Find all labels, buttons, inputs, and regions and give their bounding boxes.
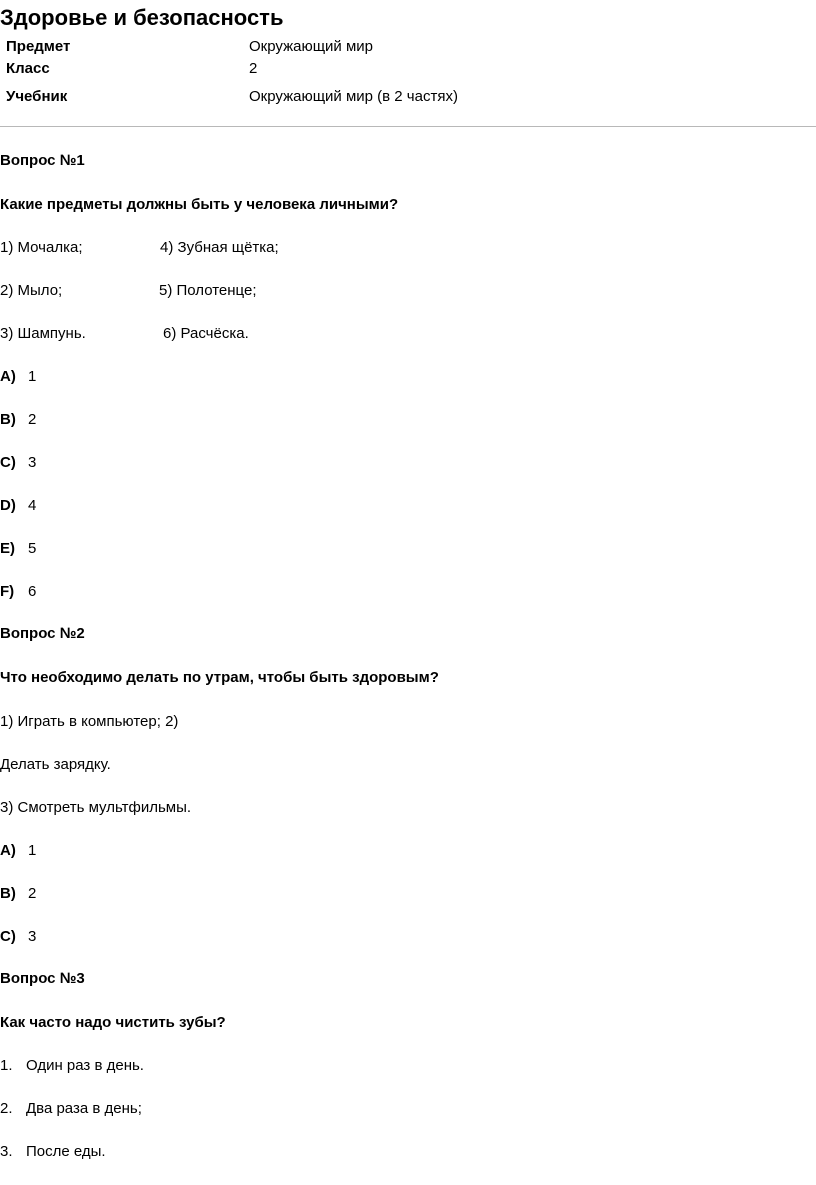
question-3-text: Как часто надо чистить зубы? — [0, 1014, 226, 1031]
answer-value: 1 — [28, 368, 37, 385]
answer-key: B) — [0, 885, 16, 902]
question-2-text: Что необходимо делать по утрам, чтобы быть здоровым? — [0, 669, 439, 686]
question-1-line-2-right: 5) Полотенце; — [159, 282, 257, 299]
answer-option[interactable] — [0, 453, 36, 473]
answer-value: 4 — [28, 497, 37, 514]
option-text: Один раз в день. — [26, 1057, 144, 1074]
answer-key: A) — [0, 368, 16, 385]
answer-key: F) — [0, 583, 15, 600]
question-2-line-1: 1) Играть в компьютер; 2) — [0, 713, 179, 730]
answer-option[interactable] — [0, 841, 36, 861]
question-1-line-3-left: 3) Шампунь. — [0, 325, 86, 342]
answer-value: 3 — [28, 928, 37, 945]
answer-value: 3 — [28, 454, 37, 471]
meta-label-textbook: Учебник — [6, 88, 68, 105]
header-divider — [0, 126, 816, 127]
option-text: После еды. — [26, 1143, 106, 1160]
option-number: 2. — [0, 1100, 13, 1117]
meta-value-textbook: Окружающий мир (в 2 частях) — [249, 88, 458, 105]
question-3-heading: Вопрос №3 — [0, 970, 85, 987]
answer-option[interactable] — [0, 927, 36, 947]
question-1-line-1-right: 4) Зубная щётка; — [160, 239, 279, 256]
answer-option[interactable] — [0, 539, 36, 559]
answer-option[interactable] — [0, 496, 36, 516]
answer-option[interactable] — [0, 582, 36, 602]
answer-key: C) — [0, 454, 16, 471]
question-3-option[interactable] — [0, 1099, 142, 1119]
question-1-text: Какие предметы должны быть у человека личными? — [0, 196, 399, 213]
answer-key: B) — [0, 411, 16, 428]
answer-value: 1 — [28, 842, 37, 859]
answer-key: E) — [0, 540, 15, 557]
answer-value: 2 — [28, 885, 37, 902]
option-number: 3. — [0, 1143, 13, 1160]
question-2-line-3: 3) Смотреть мультфильмы. — [0, 799, 192, 816]
meta-value-grade: 2 — [249, 60, 258, 77]
question-1-line-3-right: 6) Расчёска. — [163, 325, 249, 342]
question-2-line-2: Делать зарядку. — [0, 756, 111, 773]
answer-value: 6 — [28, 583, 37, 600]
answer-key: C) — [0, 928, 16, 945]
question-1-line-2-left: 2) Мыло; — [0, 282, 63, 299]
answer-option[interactable] — [0, 884, 36, 904]
meta-value-subject: Окружающий мир — [249, 38, 373, 55]
answer-key: D) — [0, 497, 16, 514]
answer-key: A) — [0, 842, 16, 859]
option-number: 1. — [0, 1057, 13, 1074]
meta-label-grade: Класс — [6, 60, 50, 77]
page-title: Здоровье и безопасность — [0, 5, 284, 30]
answer-option[interactable] — [0, 367, 36, 387]
question-3-option[interactable] — [0, 1056, 144, 1076]
question-3-option[interactable] — [0, 1142, 106, 1162]
answer-option[interactable] — [0, 410, 36, 430]
answer-value: 5 — [28, 540, 37, 557]
question-1-line-1-left: 1) Мочалка; — [0, 239, 83, 256]
meta-label-subject: Предмет — [6, 38, 71, 55]
question-1-heading: Вопрос №1 — [0, 152, 85, 169]
option-text: Два раза в день; — [26, 1100, 142, 1117]
question-2-heading: Вопрос №2 — [0, 625, 85, 642]
answer-value: 2 — [28, 411, 37, 428]
